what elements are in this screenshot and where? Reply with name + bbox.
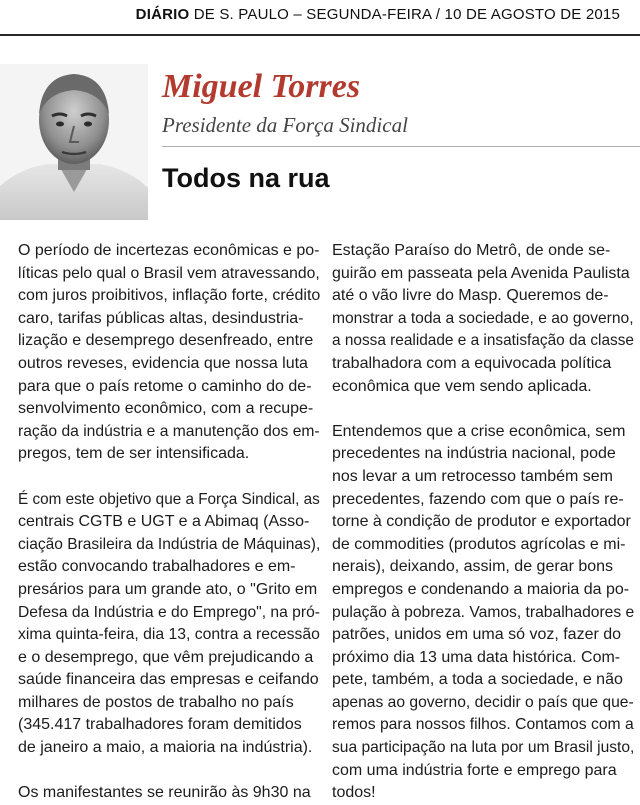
- article-line: econômica que vem sendo aplicada.: [332, 377, 592, 395]
- article-line: milhares de postos de trabalho no país: [18, 693, 294, 711]
- article-line: guirão em passeata pela Avenida Paulista: [332, 264, 630, 282]
- author-portrait-image: [0, 64, 148, 220]
- paragraph-gap: [18, 466, 320, 489]
- article-line: e o desemprego, que vêm prejudicando a: [18, 648, 314, 666]
- article-line: Estação Paraíso do Metrô, de onde se-: [332, 242, 611, 259]
- article-line: ciação Brasileira da Indústria de Máquinas),: [18, 535, 321, 553]
- article-line: para que o país retome o caminho do de-: [18, 377, 312, 395]
- article-line: torne à condição de produtor e exportador: [332, 513, 631, 531]
- author-name: Miguel Torres: [162, 68, 361, 105]
- article-headline: Todos na rua: [162, 163, 330, 193]
- article-line: pregos, tem de ser intensificada.: [18, 445, 250, 463]
- masthead-date: DE S. PAULO – SEGUNDA-FEIRA / 10 DE AGOSTO DE 2015: [189, 6, 620, 23]
- article-line: de janeiro a maio, a maioria na indústria).: [18, 739, 313, 757]
- author-photo: [0, 64, 148, 220]
- paragraph-gap: [332, 398, 634, 421]
- article-line: com juros proibitivos, inflação forte, crédito: [18, 287, 321, 305]
- header-divider: [162, 146, 640, 147]
- article-line: saúde financeira das empresas e ceifando: [18, 671, 319, 689]
- article-paragraph: [332, 421, 634, 805]
- article-line: (345.417 trabalhadores foram demitidos: [18, 716, 302, 734]
- article-line: próximo dia 13 uma data histórica. Com-: [332, 648, 621, 666]
- article-line: É com este objetivo que a Força Sindical, as: [18, 490, 320, 508]
- masthead-brand: DIÁRIO: [135, 6, 190, 23]
- article-column-right: [332, 240, 634, 805]
- article-line: presários para um grande ato, o "Grito em: [18, 580, 318, 598]
- article-line: empregos e condenando a maioria da po-: [332, 580, 630, 598]
- article-line: apenas ao governo, decidir o país que que-: [332, 693, 634, 711]
- article-paragraph: [18, 489, 320, 760]
- article-line: centrais CGTB e UGT e a Abimaq (Asso-: [18, 513, 310, 531]
- article-line: pulação à pobreza. Vamos, trabalhadores e: [332, 603, 635, 621]
- article-line: de commodities (produtos agrícolas e mi-: [332, 535, 626, 553]
- article-line: caro, tarifas públicas altas, desindustria-: [18, 309, 304, 327]
- article-line: trabalhadora com a equivocada política: [332, 354, 612, 372]
- article-line: precedentes na indústria nacional, pode: [332, 445, 616, 463]
- article-line: lização e desemprego desenfreado, entre: [18, 332, 314, 350]
- top-rule: [0, 34, 640, 36]
- article-line: Defesa da Indústria e do Emprego", na pró-: [18, 603, 320, 621]
- article-line: monstrar a toda a sociedade, e ao governo,: [332, 309, 634, 327]
- article-line: patrões, unidos em uma só voz, fazer do: [332, 626, 622, 644]
- article-line: xima quinta-feira, dia 13, contra a recessão: [18, 626, 320, 644]
- newspaper-masthead: [136, 6, 620, 23]
- article-column-left: [18, 240, 320, 805]
- paragraph-gap: [18, 760, 320, 783]
- article-paragraph: [18, 782, 320, 805]
- article-line: a nossa realidade e a insatisfação da classe: [332, 332, 634, 350]
- article-line: todos!: [332, 784, 376, 802]
- article-line: com uma indústria forte e emprego para: [332, 761, 617, 779]
- article-line: estão convocando trabalhadores e em-: [18, 558, 296, 576]
- article-line: senvolvimento econômico, com a recupe-: [18, 400, 314, 418]
- article-line: O período de incertezas econômicas e po-: [18, 242, 320, 259]
- article-line: nerais), deixando, assim, de gerar bons: [332, 558, 614, 576]
- article-line: Os manifestantes se reunirão às 9h30 na: [18, 784, 311, 802]
- article-line: até o vão livre do Masp. Queremos de-: [332, 287, 609, 305]
- article-line: Entendemos que a crise econômica, sem: [332, 422, 626, 440]
- article-line: sua participação na luta por um Brasil justo,: [332, 739, 635, 757]
- article-line: nos levar a um retrocesso também sem: [332, 467, 613, 485]
- article-line: outros reveses, evidencia que nossa luta: [18, 354, 308, 372]
- author-role: Presidente da Força Sindical: [162, 113, 408, 137]
- article-line: líticas pelo qual o Brasil vem atravessando,: [18, 264, 320, 282]
- article-line: pete, também, a toda a sociedade, e não: [332, 671, 623, 689]
- article-line: ração da indústria e a manutenção dos em-: [18, 422, 320, 440]
- article-line: precedentes, fazendo com que o país re-: [332, 490, 624, 508]
- article-paragraph: [18, 240, 320, 466]
- article-paragraph: [332, 240, 634, 398]
- article-line: remos para nossos filhos. Contamos com a: [332, 716, 634, 734]
